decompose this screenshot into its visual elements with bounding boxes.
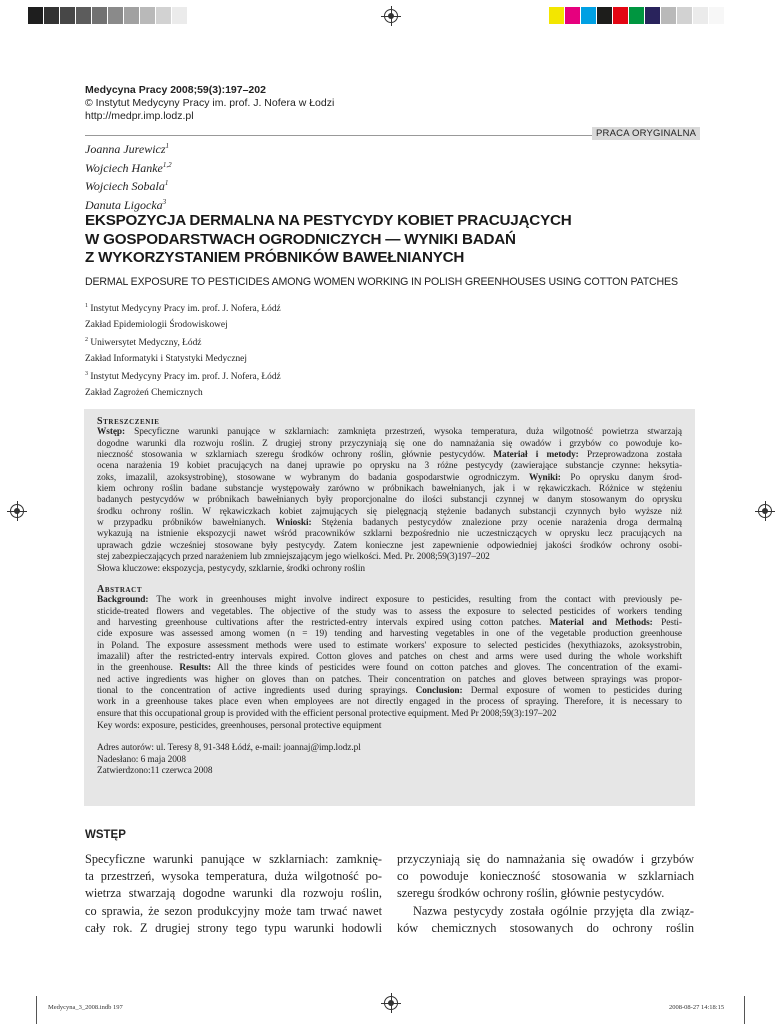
abstract-line: ocena narażenia 19 kobiet pracujących na danej uprawie po oprysku na 3 różne pestycydy (zawierające substancje czynne: heksytia- (97, 461, 682, 472)
abstract-line: stej zabezpieczających przed narażeniem lub zmniejszającym jego wielkości. Med. Pr. 2008;59(3)197–202 (97, 552, 490, 563)
color-swatch (124, 7, 140, 24)
abstract-line: nieczność stosowania w szklarniach szeregu środków ochrony roślin, głównie pestycydów. Materiał i metody: Przeprowadzona została (97, 450, 682, 461)
journal-header (85, 84, 334, 123)
body-line: ta przestrzeń, wysoka temperatura, duża wilgotność po- (85, 869, 382, 884)
correspondence-line: Zatwierdzono:11 czerwca 2008 (97, 765, 213, 776)
color-swatch (725, 7, 741, 24)
author-list (85, 139, 172, 213)
title-line: EKSPOZYCJA DERMALNA NA PESTYCYDY KOBIET PRACUJĄCYCH (85, 212, 572, 229)
abstract-line: środku ochrony roślin. W rękawiczkach kobiet zajmujących się pielęgnacją stężenie badanych substancji czynnych było wyższe niż (97, 506, 682, 517)
title-line: Z WYKORZYSTANIEM PRÓBNIKÓW BAWEŁNIANYCH (85, 249, 465, 266)
affiliation-line: Zakład Informatyki i Statystyki Medycznej (85, 353, 247, 364)
abstract-keywords: Key words: exposure, pesticides, greenhouses, personal protective equipment (97, 720, 382, 731)
body-line: cały rok. Z drugiej strony tego typu warunki hodowli (85, 920, 382, 935)
left-registration-mark-icon (10, 504, 24, 518)
affiliation-line: $^3$ Instytut Medycyny Pracy im. prof. J. Nofera, Łódź (85, 371, 281, 383)
body-line: co powoduje konieczność stosowania w szklarniach (397, 869, 694, 884)
body-line: Nazwa pestycydy została ogólnie przyjęta dla związ- (413, 903, 694, 918)
abstract-line: badanych pestycydów w próbnikach bawełnianych były proporcjonalne do ilości substancji czynnej w danym stosowanym do oprysku (97, 495, 682, 506)
article-title-english: DERMAL EXPOSURE TO PESTICIDES AMONG WOMEN WORKING IN POLISH GREENHOUSES USING COTTON PATCHES (85, 276, 678, 288)
crop-mark (744, 996, 745, 1024)
body-line: co sprawia, że sezon produkcyjny może tam trwać nawet (85, 903, 382, 918)
color-swatch (693, 7, 709, 24)
top-registration-mark-icon (384, 9, 398, 23)
color-swatch (108, 7, 124, 24)
author-name: Wojciech Sobala$^1$ (85, 179, 169, 194)
abstract-line: w przypadku próbników bawełnianych. Wnioski: Stężenia badanych pestycydów znalezione przy ocenie narażenia droga dermalną (97, 518, 682, 529)
color-registration-bar (549, 7, 741, 24)
color-swatch (140, 7, 156, 24)
affiliations (85, 299, 281, 401)
affiliation-line: $^2$ Uniwersytet Medyczny, Łódź (85, 337, 202, 349)
color-swatch (645, 7, 661, 24)
abstract-line: kiem ochrony roślin badane substancje występowały zarówno w próbnikach bawełnianych, jak i w rękawiczkach. Różnice w stężeniu (97, 484, 682, 495)
abstract-line: Background: The work in greenhouses might involve indirect exposure to pesticides, resulting from the contact with previously pe- (97, 595, 682, 606)
body-line: szeregu środków ochrony roślin, głównie pestycydów. (397, 886, 665, 901)
abstract-line: tional to the concentration of active ingredients used during sprayings. Conclusion: Dermal exposure of women to pesticides during (97, 685, 683, 696)
color-swatch (629, 7, 645, 24)
abstract-line: Wstęp: Specyficzne warunki panujące w szklarniach: zamknięta przestrzeń, wysoka temperatura, duża wilgotność powietrza stwarzają (97, 427, 682, 438)
color-swatch (613, 7, 629, 24)
abstract-text (97, 595, 682, 720)
author-name: Wojciech Hanke$^{1,2}$ (85, 160, 172, 175)
color-swatch (549, 7, 565, 24)
abstract-line: sticide-treated flowers and vegetables. The objective of the study was to assess the exposure to selected pesticides of workers tending (97, 606, 682, 617)
right-registration-mark-icon (758, 504, 772, 518)
affiliation-line: Zakład Zagrożeń Chemicznych (85, 387, 203, 398)
footer-timestamp: 2008-08-27 14:18:15 (669, 1004, 725, 1011)
journal-copyright: © Instytut Medycyny Pracy im. prof. J. Nofera w Łodzi (85, 97, 335, 109)
color-swatch (156, 7, 172, 24)
author-name: Joanna Jurewicz$^1$ (85, 142, 170, 156)
abstract-line: ned active ingredients was higher on gloves than on patches. Their concentration on patches and gloves between sprayings was propor- (97, 674, 682, 685)
correspondence-line: Nadesłano: 6 maja 2008 (97, 754, 187, 765)
correspondence-block (97, 743, 682, 777)
color-swatch (172, 7, 188, 24)
affiliation-line: Zakład Epidemiologii Środowiskowej (85, 319, 228, 330)
body-line: ków chemicznych stosowanych do ochrony roślin (397, 920, 694, 935)
color-swatch (76, 7, 92, 24)
journal-url[interactable]: http://medpr.imp.lodz.pl (85, 110, 194, 122)
title-line: W GOSPODARSTWACH OGRODNICZYCH — WYNIKI BADAŃ (85, 230, 516, 248)
article-title (85, 212, 705, 268)
article-type-label: PRACA ORYGINALNA (592, 127, 700, 140)
color-swatch (597, 7, 613, 24)
abstract-line: uprawach gdzie wcześniej stosowane były pestycydy. Zatem konieczne jest zapewnienie odpowiedniej jakości środków ochrony osobi- (97, 540, 682, 551)
color-swatch (709, 7, 725, 24)
color-swatch (28, 7, 44, 24)
abstract-line: zoks, imazalil, azoksystrobinę), stosowane w wybranym do badania gospodarstwie ogrodniczym. Wyniki: Po oprysku danym środ- (97, 472, 682, 483)
abstract-line: wykazują na istnienie ekspozycji nawet wśród pracowników szklarni bezpośrednio nie uczestniczących w oprysku lecz pracujących na (97, 529, 682, 540)
color-swatch (581, 7, 597, 24)
streszczenie-heading: Streszczenie (97, 416, 160, 427)
color-swatch (677, 7, 693, 24)
author-name: Danuta Ligocka$^3$ (85, 197, 167, 212)
body-line: przyczyniają się do namnażania się owadów i grzybów (397, 852, 694, 866)
abstract-section (97, 416, 682, 777)
abstract-line: and harvesting greenhouse cultivations after the restricted-entry intervals expired using cotton patches. Material and Methods: Pesti- (97, 617, 682, 628)
abstract-line: in the greenhouse. Results: All the three kinds of pesticides were found on cotton patches and gloves. The concentration of the exami- (97, 663, 682, 674)
bottom-registration-mark-icon (384, 996, 398, 1010)
abstract-line: dogodne warunki dla rozwoju roślin. Z drugiej strony przyczyniają się one do namnażania się owadów i grzybów co powoduje ko- (97, 438, 682, 449)
abstract-line: in Poland. The exposure assessment methods were used to estimate workers' exposure to selected pesticides (hexythiazoks, azoksystrobin, (97, 640, 682, 651)
streszczenie-keywords: Słowa kluczowe: ekspozycja, pestycydy, szklarnie, środki ochrony roślin (97, 564, 365, 575)
streszczenie-text (97, 427, 682, 563)
color-swatch (661, 7, 677, 24)
abstract-line: work in a greenhouse takes place even when employees are not directly engaged in the process of spraying. Therefore, it is necessary to (97, 697, 682, 708)
abstract-line: cide exposure was assessed among women (n = 19) tending and harvesting vegetables in one of the vegetable production greenhouse (97, 629, 682, 640)
footer-file-info: Medycyna_3_2008.indb 197 (48, 1004, 123, 1011)
color-swatch (92, 7, 108, 24)
body-line: Specyficzne warunki panujące w szklarniach: zamknię- (85, 852, 382, 866)
abstract-line: imazalil) after the restricted-entry intervals expired. Cotton gloves and patches on chest and arms were used during the whole workshift (97, 651, 682, 662)
color-swatch (60, 7, 76, 24)
body-column-right (397, 851, 694, 937)
abstract-line: ensure that this occupational group is provided with the efficient personal protective equipment. Med Pr 2008;59(3):197–202 (97, 708, 557, 719)
crop-mark (36, 996, 37, 1024)
affiliation-line: $^1$ Instytut Medycyny Pracy im. prof. J. Nofera, Łódź (85, 303, 281, 315)
section-heading: WSTĘP (85, 829, 126, 841)
color-swatch (44, 7, 60, 24)
abstract-heading: Abstract (97, 583, 143, 595)
correspondence-line: Adres autorów: ul. Teresy 8, 91-348 Łódź, e-mail: joannaj@imp.lodz.pl (97, 743, 361, 754)
grayscale-registration-bar (28, 7, 188, 24)
journal-citation: Medycyna Pracy 2008;59(3):197–202 (85, 84, 266, 96)
body-line: wietrza stwarzają dogodne warunki dla rozwoju roślin, (85, 886, 382, 901)
color-swatch (565, 7, 581, 24)
body-column-left (85, 851, 382, 937)
